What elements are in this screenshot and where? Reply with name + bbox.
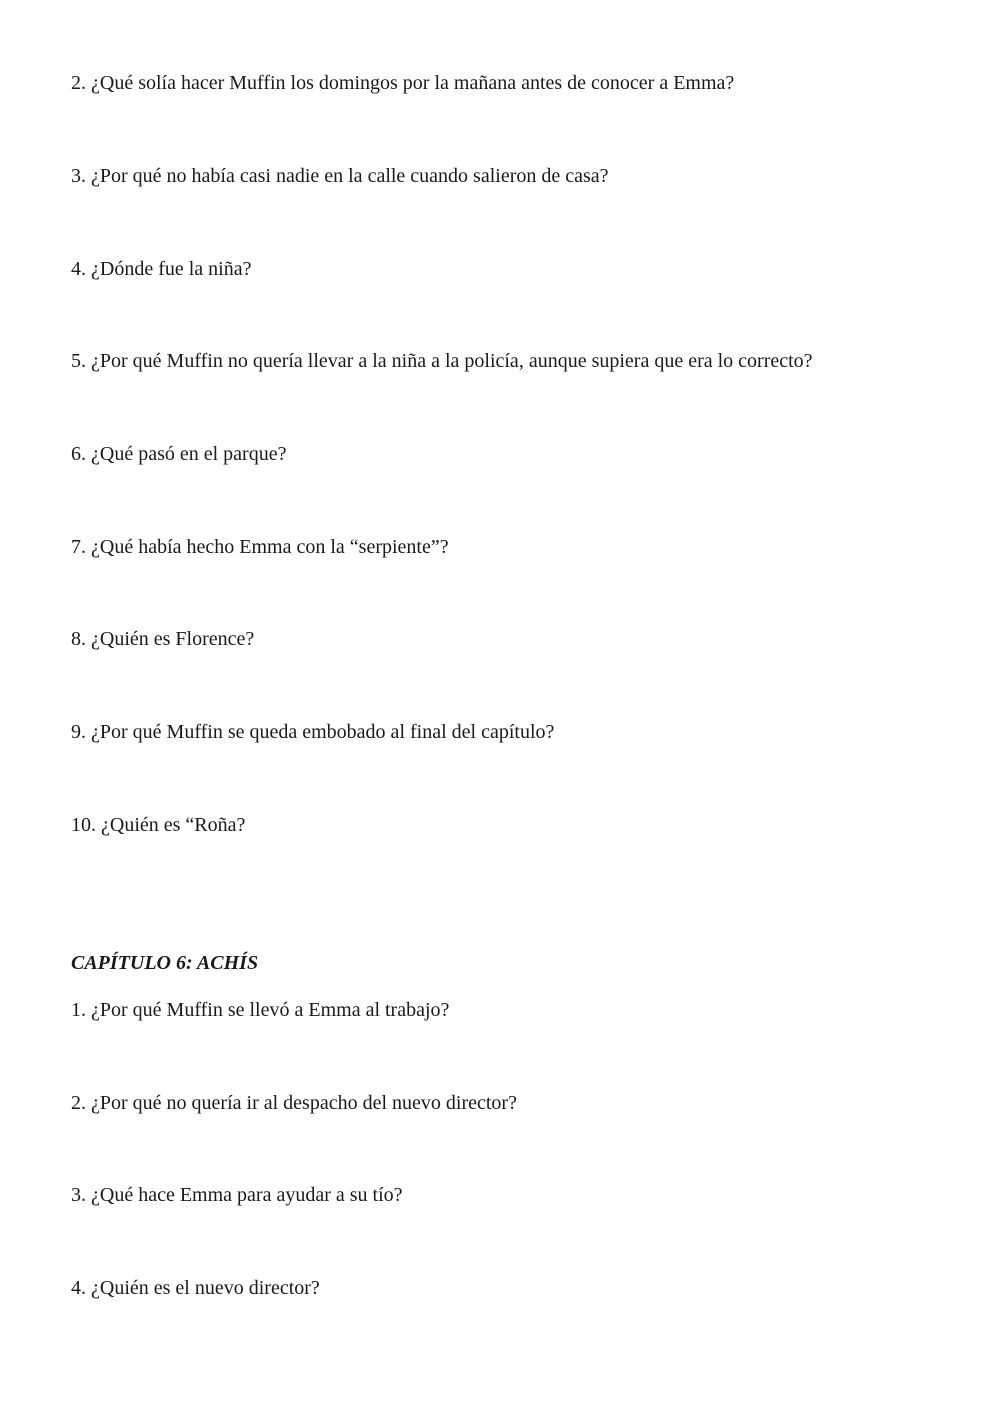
- question-text: 3. ¿Qué hace Emma para ayudar a su tío?: [71, 1184, 403, 1206]
- question-text: 10. ¿Quién es “Roña?: [71, 814, 246, 836]
- chapter-heading: CAPÍTULO 6: ACHÍS: [71, 952, 259, 974]
- question-text: 4. ¿Dónde fue la niña?: [71, 258, 252, 280]
- question-text: 9. ¿Por qué Muffin se queda embobado al final del capítulo?: [71, 721, 555, 743]
- question-text: 7. ¿Qué había hecho Emma con la “serpiente”?: [71, 536, 449, 558]
- question-text: 5. ¿Por qué Muffin no quería llevar a la niña a la policía, aunque supiera que era lo correcto?: [71, 350, 813, 372]
- question-text: 6. ¿Qué pasó en el parque?: [71, 443, 287, 465]
- question-text: 2. ¿Qué solía hacer Muffin los domingos por la mañana antes de conocer a Emma?: [71, 72, 735, 94]
- question-text: 1. ¿Por qué Muffin se llevó a Emma al trabajo?: [71, 999, 450, 1021]
- question-text: 3. ¿Por qué no había casi nadie en la calle cuando salieron de casa?: [71, 165, 609, 187]
- question-text: 4. ¿Quién es el nuevo director?: [71, 1277, 320, 1299]
- question-text: 8. ¿Quién es Florence?: [71, 628, 255, 650]
- question-text: 2. ¿Por qué no quería ir al despacho del nuevo director?: [71, 1092, 517, 1114]
